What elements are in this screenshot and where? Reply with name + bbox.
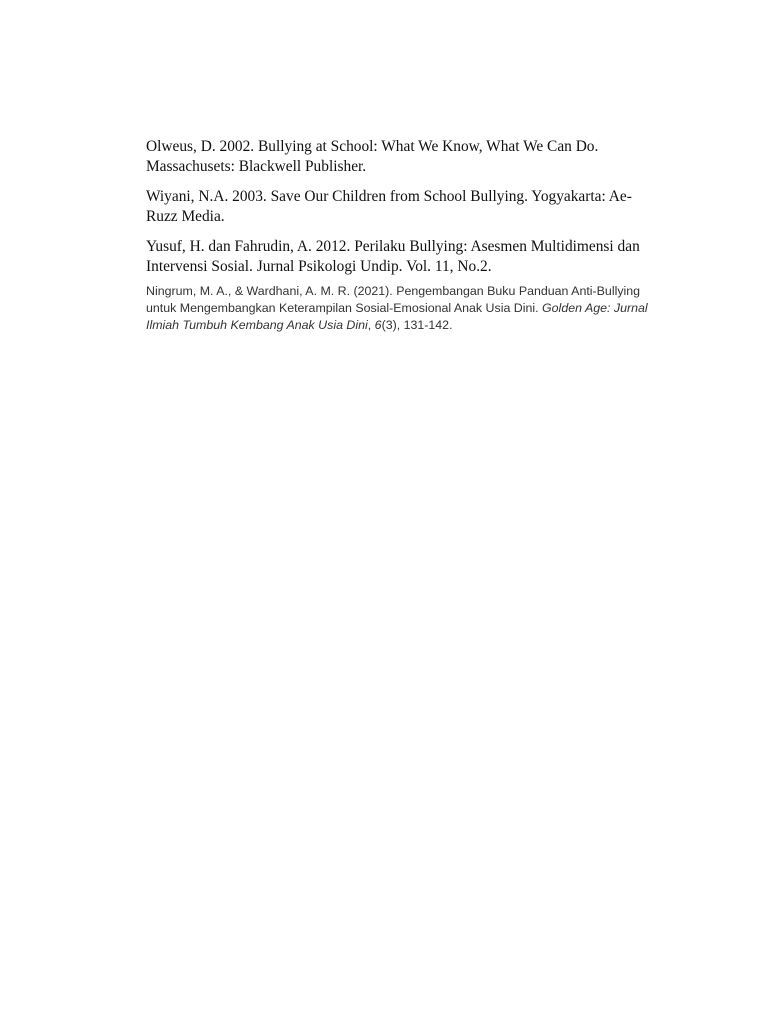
reference-separator: , [367, 318, 375, 332]
reference-list [146, 137, 658, 334]
reference-journal-name: Golden Age: Jurnal Ilmiah Tumbuh Kembang Anak Usia Dini [146, 301, 648, 332]
reference-entry-olweus: Olweus, D. 2002. Bullying at School: What We Know, What We Can Do. Massachusets: Blackwell Publisher. [146, 138, 599, 175]
reference-entry-yusuf: Yusuf, H. dan Fahrudin, A. 2012. Perilaku Bullying: Asesmen Multidimensi dan Intervensi Sosial. Jurnal Psikologi Undip. Vol. 11, No.2. [146, 238, 640, 275]
reference-entry-ningrum [146, 283, 658, 334]
reference-volume: 6 [374, 318, 382, 332]
reference-issue-pages: (3), 131-142. [381, 318, 453, 332]
reference-entry-wiyani: Wiyani, N.A. 2003. Save Our Children from School Bullying. Yogyakarta: Ae-Ruzz Media. [146, 188, 632, 225]
reference-authors-title: Ningrum, M. A., & Wardhani, A. M. R. (2021). Pengembangan Buku Panduan Anti-Bullying untuk Mengembangkan Keterampilan Sosial-Emosional Anak Usia Dini. [146, 284, 641, 315]
